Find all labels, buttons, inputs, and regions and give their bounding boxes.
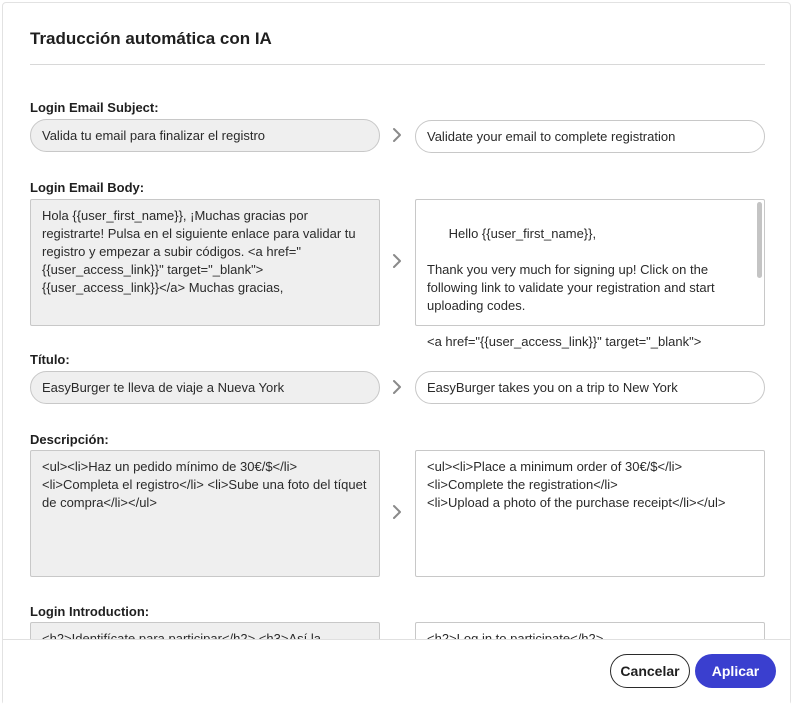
- login-email-subject-source: Valida tu email para finalizar el registro: [30, 119, 380, 152]
- scrollbar-thumb[interactable]: [757, 202, 762, 278]
- login-email-subject-translation[interactable]: Validate your email to complete registration: [415, 120, 765, 153]
- chevron-right-icon: [389, 504, 405, 520]
- ai-translation-dialog: [2, 2, 791, 705]
- dialog-footer: [3, 639, 790, 705]
- titulo-translation[interactable]: EasyBurger takes you on a trip to New York: [415, 371, 765, 404]
- fields-scroll-area[interactable]: [3, 65, 790, 639]
- descripcion-source: <ul><li>Haz un pedido mínimo de 30€/$</li><li>Completa el registro</li> <li>Sube una foto del tíquet de compra</li></ul>: [30, 450, 380, 577]
- chevron-right-icon: [389, 253, 405, 269]
- login-introduction-label: Login Introduction:: [30, 604, 150, 619]
- login-email-body-translation-text: Hello {{user_first_name}}, Thank you very much for signing up! Click on the following link to validate your registration and start uploading codes. <a href="{{user_access_link}}" target="_blank">: [427, 226, 715, 349]
- cancel-button[interactable]: Cancelar: [610, 654, 690, 688]
- chevron-right-icon: [389, 127, 405, 143]
- titulo-label: Título:: [30, 352, 70, 367]
- titulo-source: EasyBurger te lleva de viaje a Nueva York: [30, 371, 380, 404]
- login-email-subject-label: Login Email Subject:: [30, 100, 159, 115]
- descripcion-translation[interactable]: <ul><li>Place a minimum order of 30€/$</li> <li>Complete the registration</li> <li>Upload a photo of the purchase receipt</li></ul>: [415, 450, 765, 577]
- descripcion-label: Descripción:: [30, 432, 109, 447]
- apply-button[interactable]: Aplicar: [695, 654, 776, 688]
- login-email-body-source: Hola {{user_first_name}}, ¡Muchas gracias por registrarte! Pulsa en el siguiente enlace para validar tu registro y empezar a subir códigos. <a href="{{user_access_link}}" target="_blank">{{user_access_link}}</a> Muchas gracias,: [30, 199, 380, 326]
- dialog-title: Traducción automática con IA: [30, 29, 272, 48]
- login-email-body-translation[interactable]: [415, 199, 765, 349]
- chevron-right-icon: [389, 379, 405, 395]
- login-email-body-label: Login Email Body:: [30, 180, 145, 195]
